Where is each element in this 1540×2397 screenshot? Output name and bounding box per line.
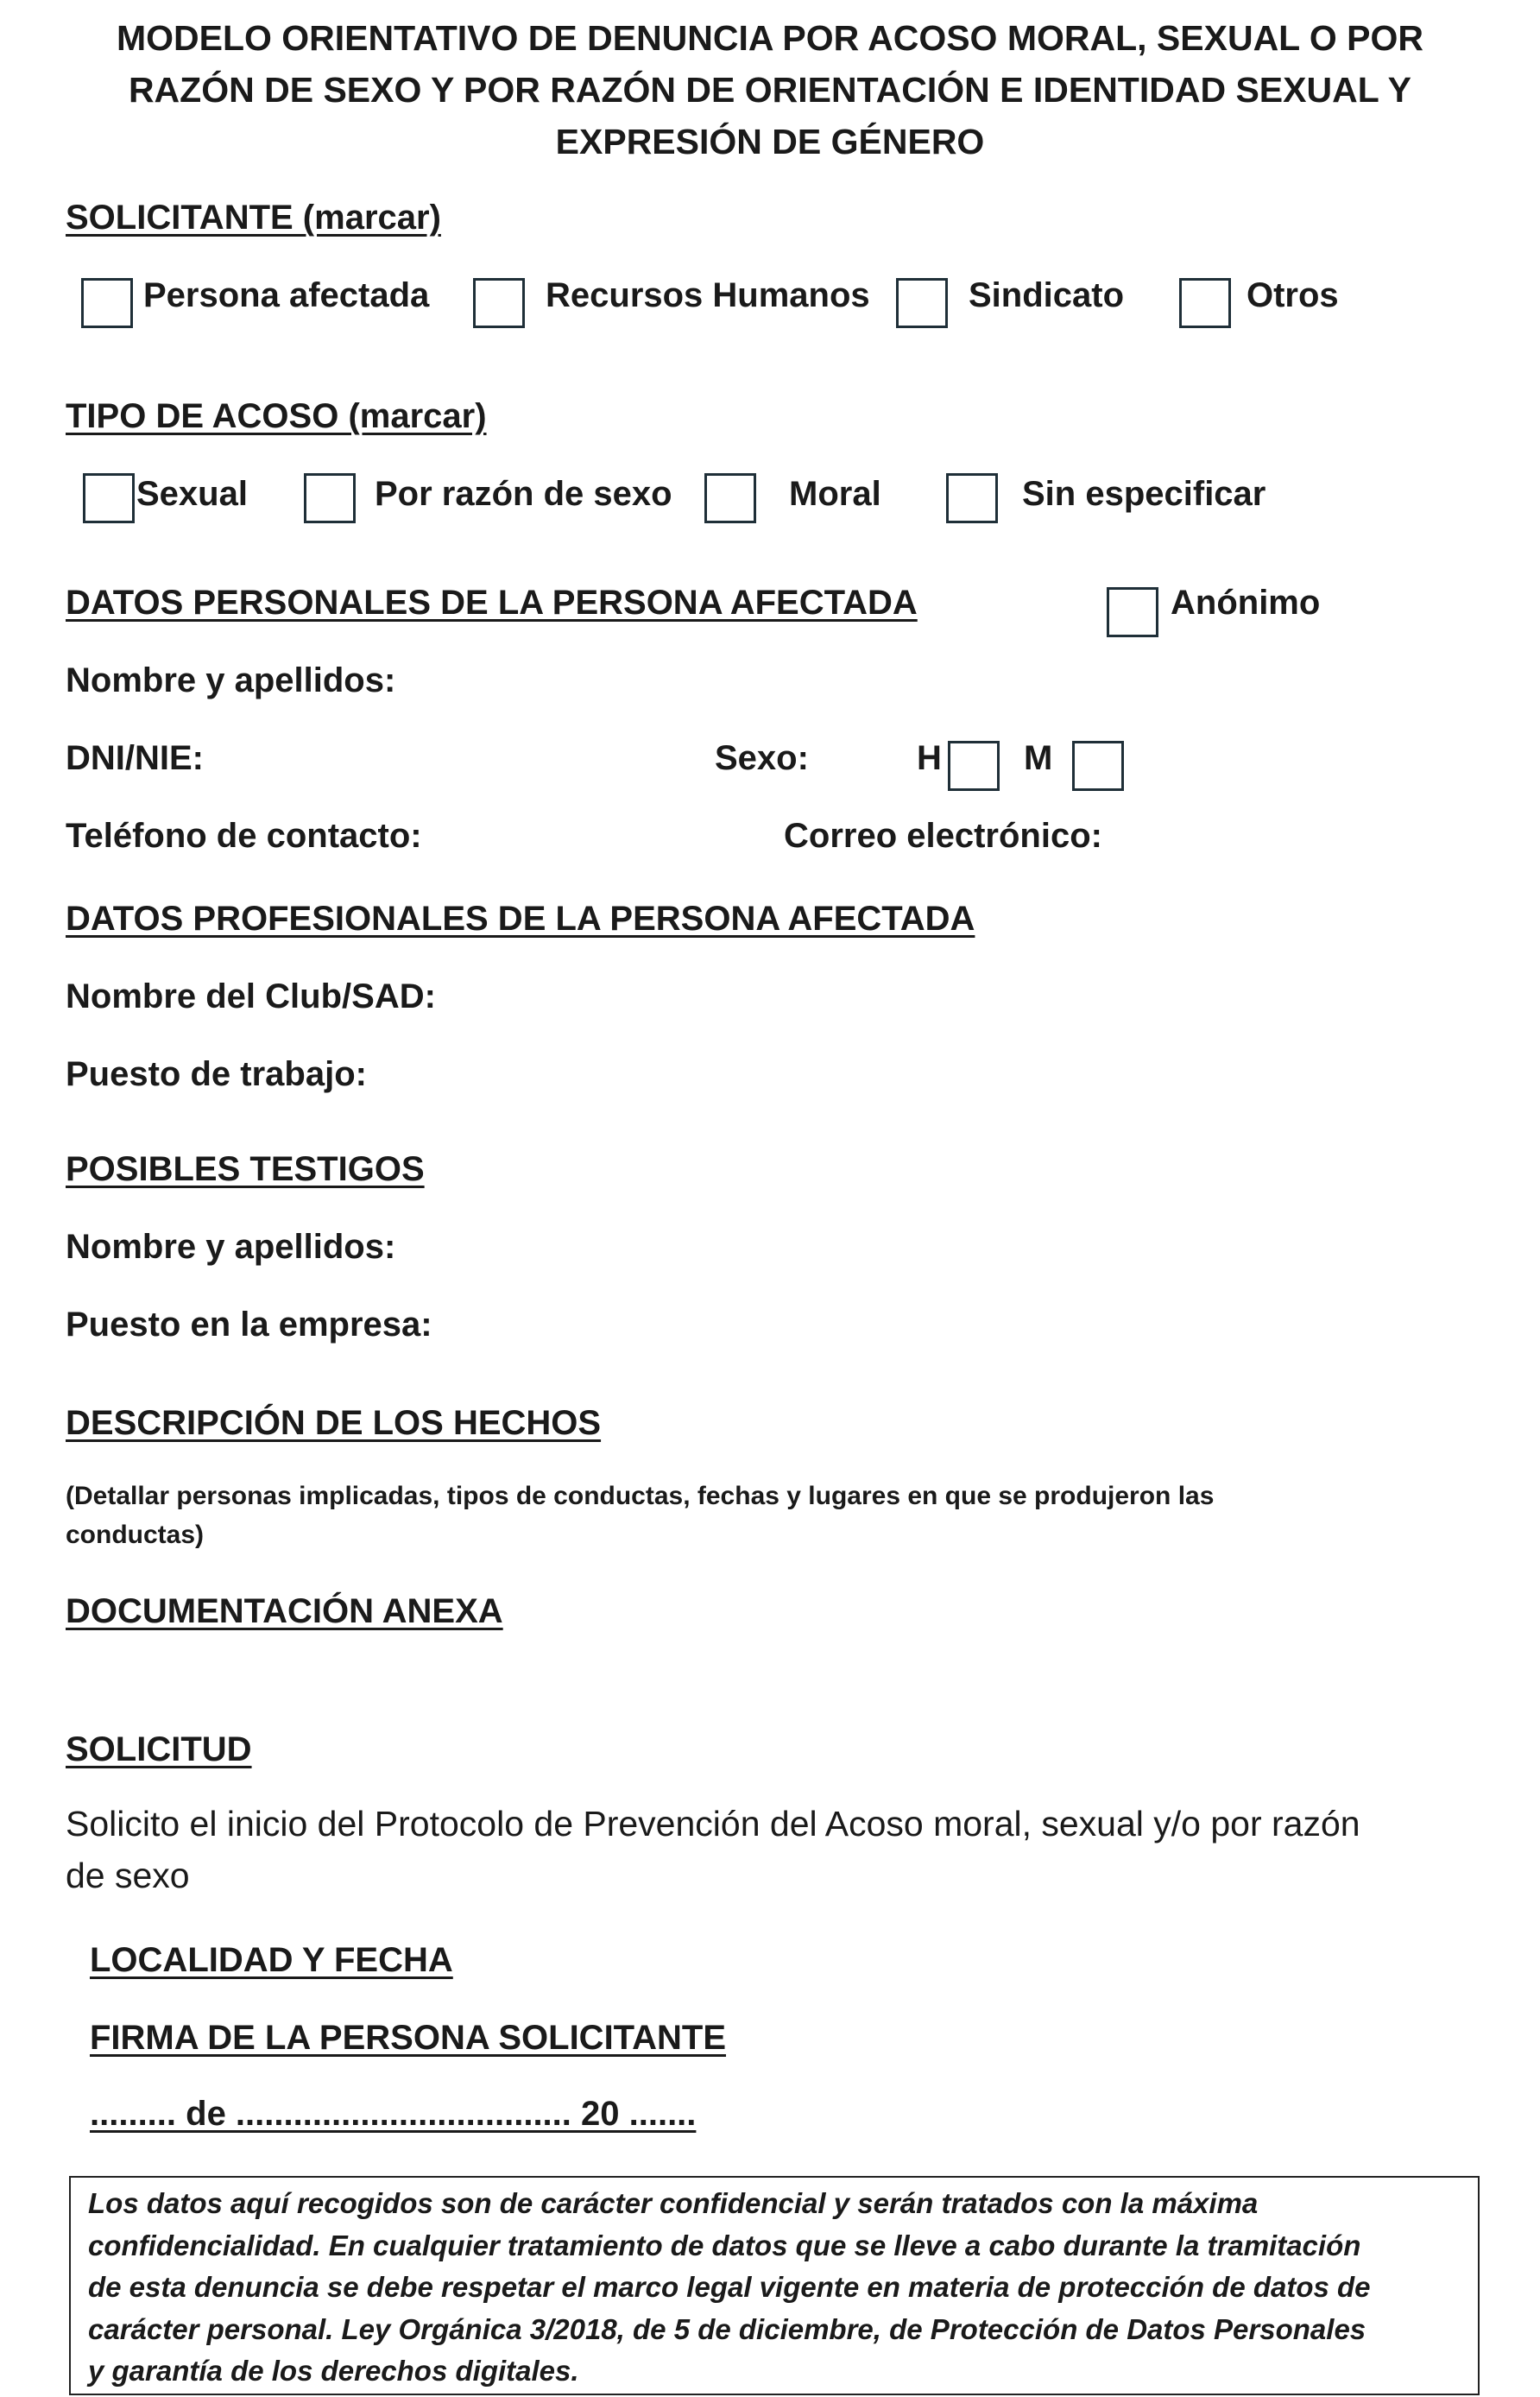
option-por-razon-de-sexo: Por razón de sexo: [375, 475, 672, 513]
title-line-3: EXPRESIÓN DE GÉNERO: [555, 122, 985, 161]
checkbox-sexual[interactable]: [83, 473, 135, 523]
notice-line-1: Los datos aquí recogidos son de carácter confidencial y serán tratados con la máxima: [88, 2187, 1259, 2219]
descripcion-line-2: conductas): [66, 1521, 205, 1549]
fecha-linea: ......... de ................................... 20 .......: [90, 2095, 697, 2133]
checkbox-moral[interactable]: [704, 473, 756, 523]
label-testigo-puesto: Puesto en la empresa:: [66, 1306, 432, 1344]
checkbox-sin-especificar[interactable]: [946, 473, 998, 523]
documentacion-heading: DOCUMENTACIÓN ANEXA: [66, 1592, 503, 1630]
label-puesto-trabajo: Puesto de trabajo:: [66, 1055, 367, 1093]
label-nombre-apellidos: Nombre y apellidos:: [66, 661, 396, 699]
descripcion-instructions: [66, 1477, 1481, 1554]
tipo-acoso-heading: TIPO DE ACOSO (marcar): [66, 397, 487, 435]
label-correo: Correo electrónico:: [784, 817, 1102, 855]
option-recursos-humanos: Recursos Humanos: [546, 276, 870, 314]
datos-profesionales-heading: DATOS PROFESIONALES DE LA PERSONA AFECTADA: [66, 900, 975, 938]
option-sindicato: Sindicato: [969, 276, 1125, 314]
checkbox-sexo-m[interactable]: [1072, 741, 1124, 791]
testigos-heading: POSIBLES TESTIGOS: [66, 1150, 425, 1188]
checkbox-otros[interactable]: [1179, 278, 1231, 328]
solicitud-line-2: de sexo: [66, 1856, 190, 1895]
checkbox-por-razon-de-sexo[interactable]: [304, 473, 356, 523]
notice-line-5: y garantía de los derechos digitales.: [88, 2355, 579, 2387]
solicitante-heading: SOLICITANTE (marcar): [66, 199, 441, 237]
checkbox-recursos-humanos[interactable]: [473, 278, 525, 328]
localidad-fecha-heading: LOCALIDAD Y FECHA: [90, 1941, 453, 1979]
option-sin-especificar: Sin especificar: [1022, 475, 1266, 513]
option-otros: Otros: [1247, 276, 1339, 314]
checkbox-persona-afectada[interactable]: [81, 278, 133, 328]
label-dni-nie: DNI/NIE:: [66, 739, 204, 777]
checkbox-sexo-h[interactable]: [948, 741, 1000, 791]
descripcion-line-1: (Detallar personas implicadas, tipos de conductas, fechas y lugares en que se produjeron las: [66, 1482, 1215, 1510]
solicitud-text: [66, 1798, 1481, 1901]
datos-personales-heading: DATOS PERSONALES DE LA PERSONA AFECTADA: [66, 584, 918, 622]
label-testigo-nombre: Nombre y apellidos:: [66, 1228, 396, 1266]
title-line-2: RAZÓN DE SEXO Y POR RAZÓN DE ORIENTACIÓN E IDENTIDAD SEXUAL Y: [128, 70, 1412, 110]
notice-line-3: de esta denuncia se debe respetar el marco legal vigente en materia de protección de datos de: [88, 2271, 1371, 2303]
option-moral: Moral: [789, 475, 881, 513]
checkbox-anonimo[interactable]: [1107, 587, 1158, 637]
confidentiality-notice: [69, 2176, 1480, 2395]
checkbox-sindicato[interactable]: [896, 278, 948, 328]
solicitud-heading: SOLICITUD: [66, 1730, 252, 1768]
option-sexual: Sexual: [136, 475, 248, 513]
option-persona-afectada: Persona afectada: [143, 276, 430, 314]
solicitud-line-1: Solicito el inicio del Protocolo de Prevención del Acoso moral, sexual y/o por razón: [66, 1804, 1360, 1844]
title-line-1: MODELO ORIENTATIVO DE DENUNCIA POR ACOSO MORAL, SEXUAL O POR: [116, 18, 1424, 58]
label-sexo: Sexo:: [715, 739, 809, 777]
label-sexo-h: H: [917, 739, 942, 777]
label-sexo-m: M: [1024, 739, 1053, 777]
notice-line-2: confidencialidad. En cualquier tratamiento de datos que se lleve a cabo durante la tramitación: [88, 2229, 1361, 2261]
label-telefono: Teléfono de contacto:: [66, 817, 422, 855]
document-title: [69, 12, 1471, 168]
descripcion-heading: DESCRIPCIÓN DE LOS HECHOS: [66, 1404, 602, 1442]
option-anonimo: Anónimo: [1171, 584, 1321, 622]
firma-heading: FIRMA DE LA PERSONA SOLICITANTE: [90, 2019, 727, 2057]
notice-line-4: carácter personal. Ley Orgánica 3/2018, de 5 de diciembre, de Protección de Datos Personales: [88, 2312, 1366, 2345]
label-club-sad: Nombre del Club/SAD:: [66, 977, 436, 1015]
